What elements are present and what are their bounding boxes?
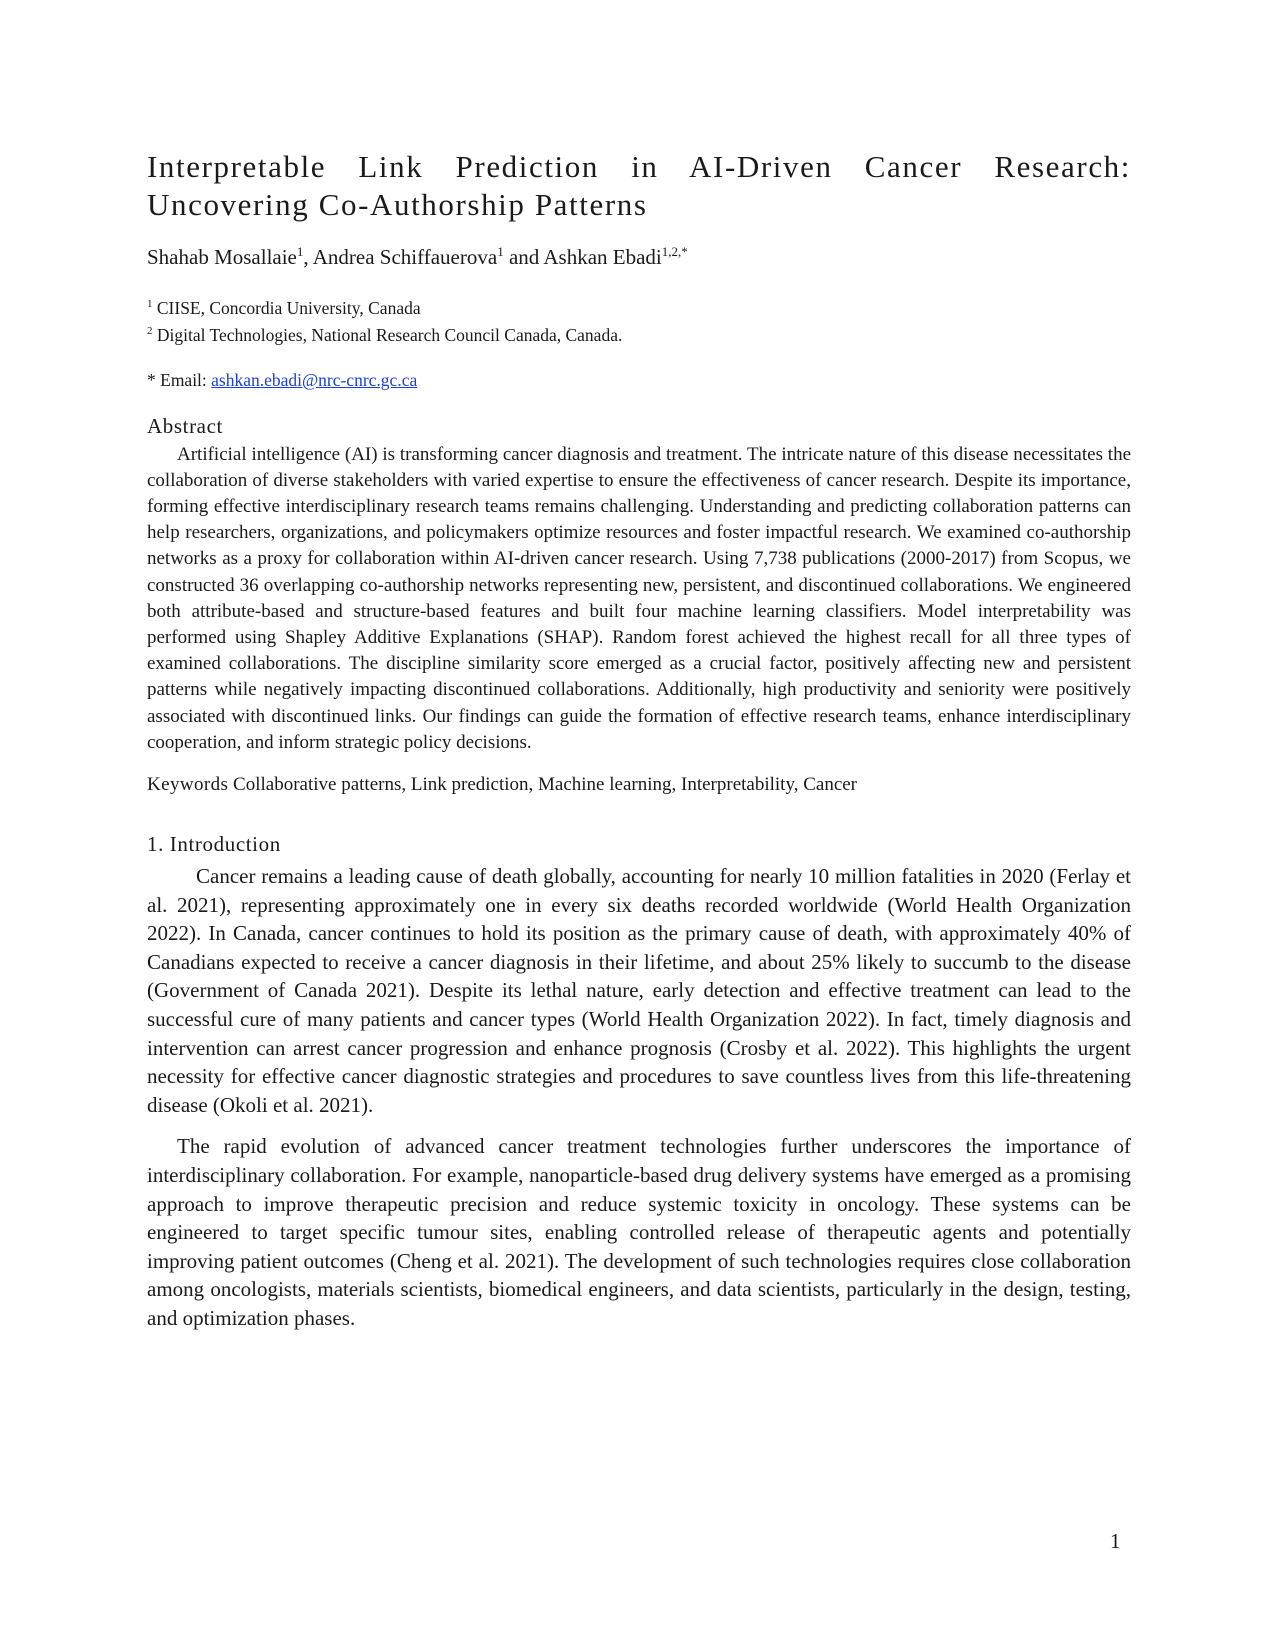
keywords-label: Keywords <box>147 774 229 796</box>
affiliation-item <box>147 293 1131 320</box>
affiliation-item <box>147 320 1131 347</box>
author-affiliation-mark: 1,2,* <box>661 244 688 259</box>
paper-page <box>147 148 1131 1333</box>
paper-title: Interpretable Link Prediction in AI-Driven Cancer Research: Uncovering Co-Authorship Patterns <box>147 149 1131 222</box>
author-name: Shahab Mosallaie <box>147 245 297 269</box>
author-list <box>147 238 1131 271</box>
author-separator: , <box>303 245 313 269</box>
affiliation-mark: 2 <box>147 324 153 337</box>
affiliation-text: CIISE, Concordia University, Canada <box>156 297 421 318</box>
intro-paragraph: Cancer remains a leading cause of death globally, accounting for nearly 10 million fatalities in 2020 (Ferlay et al. 2021), representing approximately one in every six deaths recorded worldwide (World Health Organization 2022). In Canada, cancer continues to hold its position as the primary cause of death, with approximately 40% of Canadians expected to receive a cancer diagnosis in their lifetime, and about 25% likely to succumb to the disease (Government of Canada 2021). Despite its lethal nature, early detection and effective treatment can lead to the successful cure of many patients and cancer types (World Health Organization 2022). In fact, timely diagnosis and intervention can arrest cancer progression and enhance prognosis (Crosby et al. 2022). This highlights the urgent necessity for effective cancer diagnostic strategies and procedures to save countless lives from this life-threatening disease (Okoli et al. 2021). <box>147 864 1131 1117</box>
affiliation-mark: 1 <box>147 298 153 310</box>
intro-paragraph: The rapid evolution of advanced cancer treatment technologies further underscores the importance of interdisciplinary collaboration. For example, nanoparticle-based drug delivery systems have emerged as a promising approach to improve therapeutic precision and reduce systemic toxicity in oncology. These systems can be engineered to target specific tumour sites, enabling controlled release of therapeutic agents and potentially improving patient outcomes (Cheng et al. 2021). The development of such technologies requires close collaboration among oncologists, materials scientists, biomedical engineers, and data scientists, particularly in the design, testing, and optimization phases. <box>147 1134 1131 1330</box>
author-affiliation-mark: 1 <box>497 244 504 259</box>
keywords-text: Collaborative patterns, Link prediction, Machine learning, Interpretability, Cancer <box>228 774 858 796</box>
email-prefix: * Email: <box>147 369 212 390</box>
corresponding-email <box>147 369 1131 392</box>
introduction-heading: 1. Introduction <box>147 832 281 857</box>
keywords-line <box>147 772 1131 798</box>
author-affiliation-mark: 1 <box>296 244 304 259</box>
abstract-heading: Abstract <box>147 413 223 438</box>
author-name: Andrea Schiffauerova <box>312 245 498 269</box>
email-link[interactable]: ashkan.ebadi@nrc-cnrc.gc.ca <box>211 369 418 390</box>
abstract-text: Artificial intelligence (AI) is transforming cancer diagnosis and treatment. The intricate nature of this disease necessitates the collaboration of diverse stakeholders with varied expertise to ensure the effectiveness of cancer research. Despite its importance, forming effective interdisciplinary research teams remains challenging. Understanding and predicting collaboration patterns can help researchers, organizations, and policymakers optimize resources and foster impactful research. We examined co-authorship networks as a proxy for collaboration within AI-driven cancer research. Using 7,738 publications (2000-2017) from Scopus, we constructed 36 overlapping co-authorship networks representing new, persistent, and discontinued collaborations. We engineered both attribute-based and structure-based features and built four machine learning classifiers. Model interpretability was performed using Shapley Additive Explanations (SHAP). Random forest achieved the highest recall for all three types of examined collaborations. The discipline similarity score emerged as a crucial factor, positively affecting new and persistent patterns while negatively impacting discontinued collaborations. Additionally, high productivity and seniority were positively associated with discontinued links. Our findings can guide the formation of effective research teams, enhance interdisciplinary cooperation, and inform strategic policy decisions. <box>147 443 1131 753</box>
page-number: 1 <box>1110 1529 1121 1553</box>
author-name: Ashkan Ebadi <box>543 245 662 269</box>
affiliation-text: Digital Technologies, National Research Council Canada, Canada. <box>156 324 623 345</box>
author-separator: and <box>503 245 544 269</box>
affiliation-list <box>147 293 1131 347</box>
